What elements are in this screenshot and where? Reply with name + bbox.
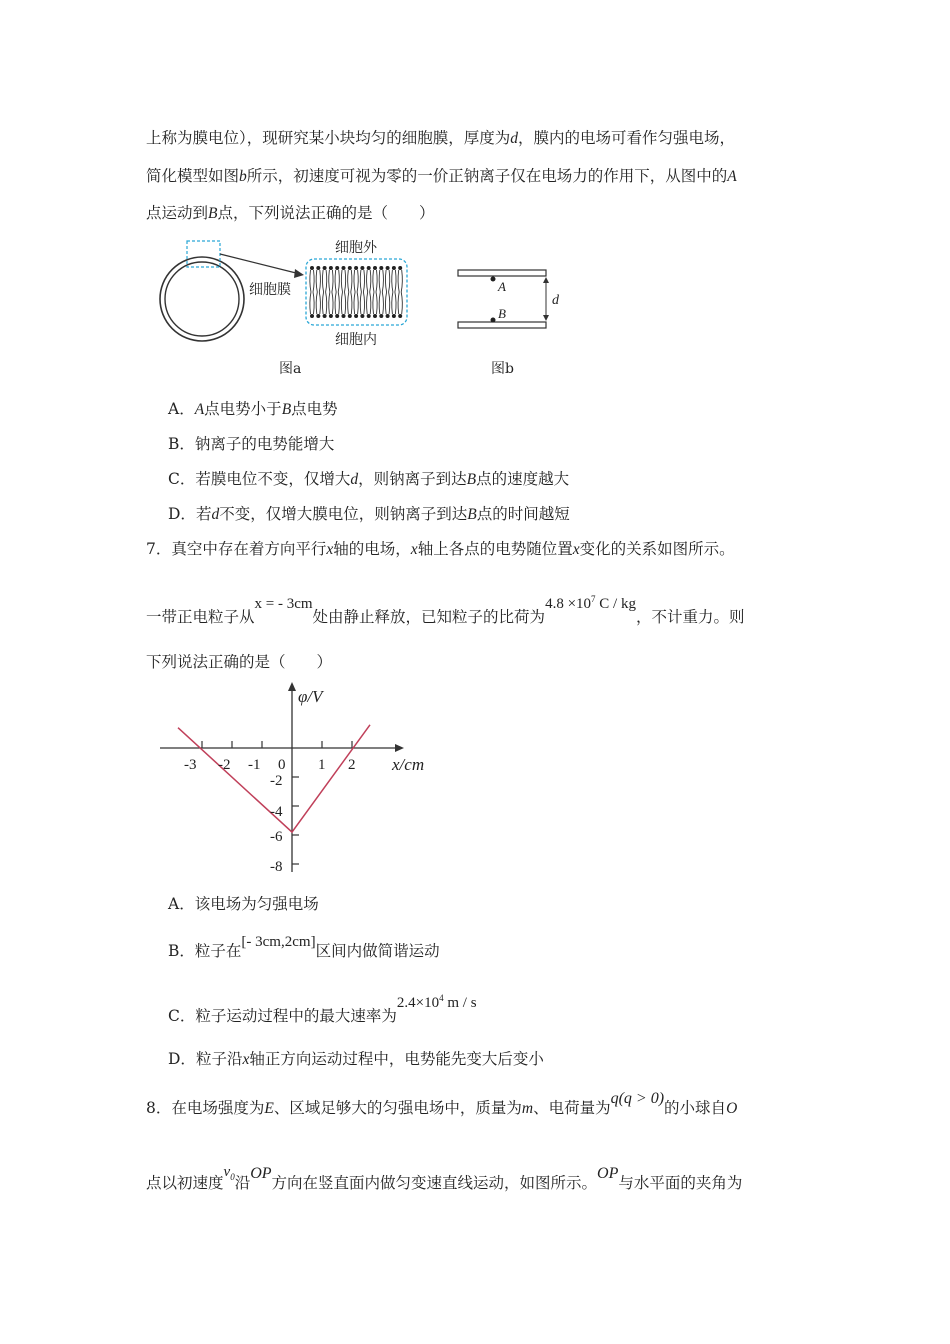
option-prefix: B． bbox=[168, 942, 195, 960]
math-exp: 4 bbox=[439, 993, 444, 1003]
lipid-tail bbox=[398, 270, 402, 292]
text: 轴正方向运动过程中，电势能先变大后变小 bbox=[249, 1050, 544, 1068]
text: 粒子沿 bbox=[195, 1050, 243, 1068]
x-tick-label: 0 bbox=[278, 757, 286, 773]
lipid-head bbox=[342, 266, 346, 270]
text: 的小球自 bbox=[664, 1099, 727, 1117]
math-unit: C / kg bbox=[595, 596, 636, 612]
text: 简化模型如图 bbox=[146, 167, 240, 185]
math-v0 bbox=[224, 1162, 235, 1187]
lipid-tail bbox=[322, 270, 326, 292]
text: ，不计重力。则 bbox=[635, 608, 745, 626]
label-outside: 细胞外 bbox=[335, 241, 377, 256]
lipid-head bbox=[323, 314, 327, 318]
text: 点的时间越短 bbox=[476, 505, 570, 523]
text: 不变，仅增大膜电位，则钠离子到达 bbox=[219, 505, 468, 523]
caption-fig-b: 图b bbox=[491, 361, 514, 377]
var: d bbox=[211, 506, 220, 523]
text: 真空中存在着方向平行 bbox=[171, 540, 327, 558]
lipid-tail bbox=[385, 292, 389, 314]
q8-line-1 bbox=[146, 1090, 738, 1119]
lipid-tail bbox=[310, 292, 314, 314]
lipid-tail bbox=[329, 270, 333, 292]
lipid-tail bbox=[348, 270, 352, 292]
q6-line-1 bbox=[146, 128, 735, 149]
q7-option-d bbox=[168, 1049, 544, 1070]
y-axis-arrow bbox=[288, 682, 296, 691]
q6-line-2 bbox=[146, 166, 737, 187]
q6-line-3 bbox=[146, 203, 435, 224]
var: O bbox=[726, 1100, 738, 1117]
label-A: A bbox=[498, 279, 506, 294]
lipid-head bbox=[316, 314, 320, 318]
var: A bbox=[194, 401, 205, 418]
lipid-bilayer bbox=[310, 266, 402, 318]
text: 、电荷量为 bbox=[533, 1099, 611, 1117]
y-tick-label: -2 bbox=[270, 773, 283, 789]
lipid-tail bbox=[367, 270, 371, 292]
lipid-tail bbox=[316, 270, 320, 292]
math-max-speed bbox=[397, 988, 477, 1013]
text: ，则钠离子到达 bbox=[358, 470, 467, 488]
lipid-tail bbox=[348, 292, 352, 314]
q6-option-a bbox=[168, 399, 338, 420]
text: 上称为膜电位），现研究某小块均匀的细胞膜，厚度为 bbox=[146, 129, 511, 147]
lipid-tail bbox=[373, 292, 377, 314]
lipid-head bbox=[335, 266, 339, 270]
text: ，膜内的电场可看作匀强电场， bbox=[518, 129, 736, 147]
lipid-head bbox=[329, 314, 333, 318]
cell-inner-circle bbox=[165, 262, 239, 336]
text: 沿 bbox=[234, 1174, 251, 1192]
lipid-tail bbox=[379, 270, 383, 292]
lipid-head bbox=[323, 266, 327, 270]
caption-fig-a: 图a bbox=[279, 361, 302, 377]
q7-option-c bbox=[168, 993, 477, 1027]
x-axis-label: x/cm bbox=[392, 755, 425, 774]
math-OP: OP bbox=[597, 1165, 619, 1182]
point-A bbox=[491, 277, 496, 282]
lipid-head bbox=[360, 314, 364, 318]
lipid-head bbox=[379, 266, 383, 270]
lipid-tail bbox=[373, 270, 377, 292]
lipid-tail bbox=[335, 292, 339, 314]
cell-outer-circle bbox=[160, 257, 244, 341]
label-membrane: 细胞膜 bbox=[249, 283, 291, 298]
math-OP: OP bbox=[250, 1165, 272, 1182]
lipid-head bbox=[329, 266, 333, 270]
q7-line-3 bbox=[146, 652, 332, 672]
text: 与水平面的夹角为 bbox=[618, 1174, 743, 1192]
x-tick-label: -1 bbox=[248, 757, 261, 773]
figure-a bbox=[155, 232, 420, 357]
lipid-tail bbox=[341, 270, 345, 292]
text: 粒子在 bbox=[194, 942, 242, 960]
lipid-head bbox=[360, 266, 364, 270]
lipid-tail bbox=[316, 292, 320, 314]
lipid-tail bbox=[367, 292, 371, 314]
lipid-tail bbox=[341, 292, 345, 314]
lipid-head bbox=[386, 314, 390, 318]
text: 变化的关系如图所示。 bbox=[579, 540, 735, 558]
lipid-head bbox=[373, 266, 377, 270]
option-prefix: C． bbox=[168, 1007, 196, 1025]
y-tick-label: -8 bbox=[270, 859, 283, 875]
figure-b bbox=[450, 262, 580, 337]
x-tick-label: -3 bbox=[184, 757, 197, 773]
y-axis-label: φ/V bbox=[298, 687, 323, 706]
lipid-tail bbox=[335, 270, 339, 292]
text: 粒子运动过程中的最大速率为 bbox=[195, 1007, 397, 1025]
text: 该电场为匀强电场 bbox=[194, 895, 319, 913]
y-tick-label: -6 bbox=[270, 829, 283, 845]
lipid-tail bbox=[360, 270, 364, 292]
text: 点运动到 bbox=[146, 204, 209, 222]
lipid-head bbox=[386, 266, 390, 270]
option-prefix: D． bbox=[168, 1050, 196, 1068]
text: 点电势小于 bbox=[204, 400, 282, 418]
lipid-head bbox=[373, 314, 377, 318]
text: 区间内做简谐运动 bbox=[315, 942, 440, 960]
x-tick-label: -2 bbox=[218, 757, 231, 773]
option-prefix: A． bbox=[168, 400, 195, 418]
lipid-head bbox=[379, 314, 383, 318]
plate-top bbox=[458, 270, 546, 276]
math-x-value: x = - 3cm bbox=[254, 596, 313, 612]
option-prefix: A． bbox=[168, 895, 195, 913]
x-tick-label: 2 bbox=[348, 757, 356, 773]
option-prefix: D． bbox=[168, 505, 196, 523]
q6-option-c bbox=[168, 469, 569, 490]
label-B: B bbox=[498, 306, 506, 321]
option-prefix: C． bbox=[168, 470, 196, 488]
lipid-tail bbox=[354, 270, 358, 292]
lipid-head bbox=[310, 266, 314, 270]
q6-option-b bbox=[168, 434, 334, 454]
option-prefix: B． bbox=[168, 435, 195, 453]
lipid-head bbox=[392, 314, 396, 318]
lipid-tail bbox=[329, 292, 333, 314]
math-base: 4.8 ×10 bbox=[545, 596, 592, 612]
lipid-head bbox=[398, 266, 402, 270]
text: 钠离子的电势能增大 bbox=[194, 435, 335, 453]
lipid-tail bbox=[360, 292, 364, 314]
math-exp: 7 bbox=[591, 594, 596, 604]
lipid-tail bbox=[310, 270, 314, 292]
text: 、区域足够大的匀强电场中，质量为 bbox=[273, 1099, 522, 1117]
var-d: d bbox=[510, 130, 519, 147]
var: B bbox=[467, 506, 477, 523]
text: 点电势 bbox=[291, 400, 338, 418]
var: x bbox=[410, 541, 418, 558]
lipid-head bbox=[342, 314, 346, 318]
x-tick-label: 1 bbox=[318, 757, 326, 773]
zoom-arrow-head bbox=[294, 269, 304, 278]
lipid-head bbox=[348, 266, 352, 270]
text: 方向在竖直面内做匀变速直线运动，如图所示。 bbox=[271, 1174, 598, 1192]
lipid-tail bbox=[322, 292, 326, 314]
lipid-tail bbox=[392, 270, 396, 292]
text: 点的速度越大 bbox=[476, 470, 570, 488]
label-d: d bbox=[552, 293, 559, 308]
question-number: 8． bbox=[146, 1099, 172, 1117]
text: 若 bbox=[195, 505, 212, 523]
x-axis-arrow bbox=[395, 744, 404, 752]
math-sub: 0 bbox=[230, 1172, 235, 1182]
q7-line-2 bbox=[146, 594, 745, 628]
math-base: 2.4×10 bbox=[396, 995, 440, 1011]
lipid-head bbox=[354, 314, 358, 318]
math-unit: m / s bbox=[443, 995, 477, 1011]
lipid-head bbox=[316, 266, 320, 270]
text: 下列说法正确的是（ ） bbox=[146, 653, 333, 671]
var-B: B bbox=[208, 205, 218, 222]
lipid-head bbox=[310, 314, 314, 318]
y-tick-label: -4 bbox=[270, 804, 283, 820]
var: x bbox=[326, 541, 334, 558]
lipid-head bbox=[367, 266, 371, 270]
point-B bbox=[491, 318, 496, 323]
var-b: b bbox=[239, 168, 247, 185]
q7-line-1 bbox=[146, 539, 735, 560]
lipid-tail bbox=[398, 292, 402, 314]
label-inside: 细胞内 bbox=[335, 333, 377, 348]
q8-line-2 bbox=[146, 1164, 743, 1199]
q7-option-b bbox=[168, 934, 440, 962]
question-number: 7． bbox=[146, 540, 172, 558]
lipid-head bbox=[348, 314, 352, 318]
text: 在电场强度为 bbox=[171, 1099, 265, 1117]
potential-graph bbox=[150, 680, 440, 880]
text: 轴上各点的电势随位置 bbox=[417, 540, 573, 558]
math-charge: q(q > 0) bbox=[610, 1090, 665, 1107]
text: 一带正电粒子从 bbox=[146, 608, 255, 626]
lipid-tail bbox=[392, 292, 396, 314]
var: x bbox=[242, 1051, 250, 1068]
var: B bbox=[466, 471, 477, 488]
var-A: A bbox=[727, 168, 737, 185]
lipid-tail bbox=[354, 292, 358, 314]
text: 点，下列说法正确的是（ ） bbox=[217, 204, 435, 222]
text: 轴的电场， bbox=[333, 540, 411, 558]
lipid-head bbox=[354, 266, 358, 270]
lipid-head bbox=[335, 314, 339, 318]
math-interval: [- 3cm,2cm] bbox=[241, 934, 316, 950]
math-interval-value: - 3cm,2cm bbox=[246, 934, 311, 950]
lipid-head bbox=[367, 314, 371, 318]
text: 点以初速度 bbox=[146, 1174, 224, 1192]
text: 若膜电位不变，仅增大 bbox=[195, 470, 351, 488]
lipid-head bbox=[392, 266, 396, 270]
d-arrow-up bbox=[543, 277, 549, 283]
var: d bbox=[350, 471, 359, 488]
text: 所示，初速度可视为零的一价正钠离子仅在电场力的作用下，从图中的 bbox=[246, 167, 728, 185]
var: B bbox=[281, 401, 292, 418]
var: m bbox=[521, 1100, 534, 1117]
math-v: v bbox=[223, 1164, 231, 1180]
var: E bbox=[264, 1100, 274, 1117]
plate-bottom bbox=[458, 322, 546, 328]
var: x bbox=[572, 541, 580, 558]
d-arrow-down bbox=[543, 315, 549, 321]
lipid-tail bbox=[379, 292, 383, 314]
lipid-tail bbox=[385, 270, 389, 292]
q6-option-d bbox=[168, 504, 570, 525]
q7-option-a bbox=[168, 894, 319, 914]
lipid-head bbox=[398, 314, 402, 318]
math-specific-charge bbox=[545, 589, 636, 614]
zoom-arrow bbox=[220, 254, 300, 274]
text: 处由静止释放，已知粒子的比荷为 bbox=[312, 608, 546, 626]
